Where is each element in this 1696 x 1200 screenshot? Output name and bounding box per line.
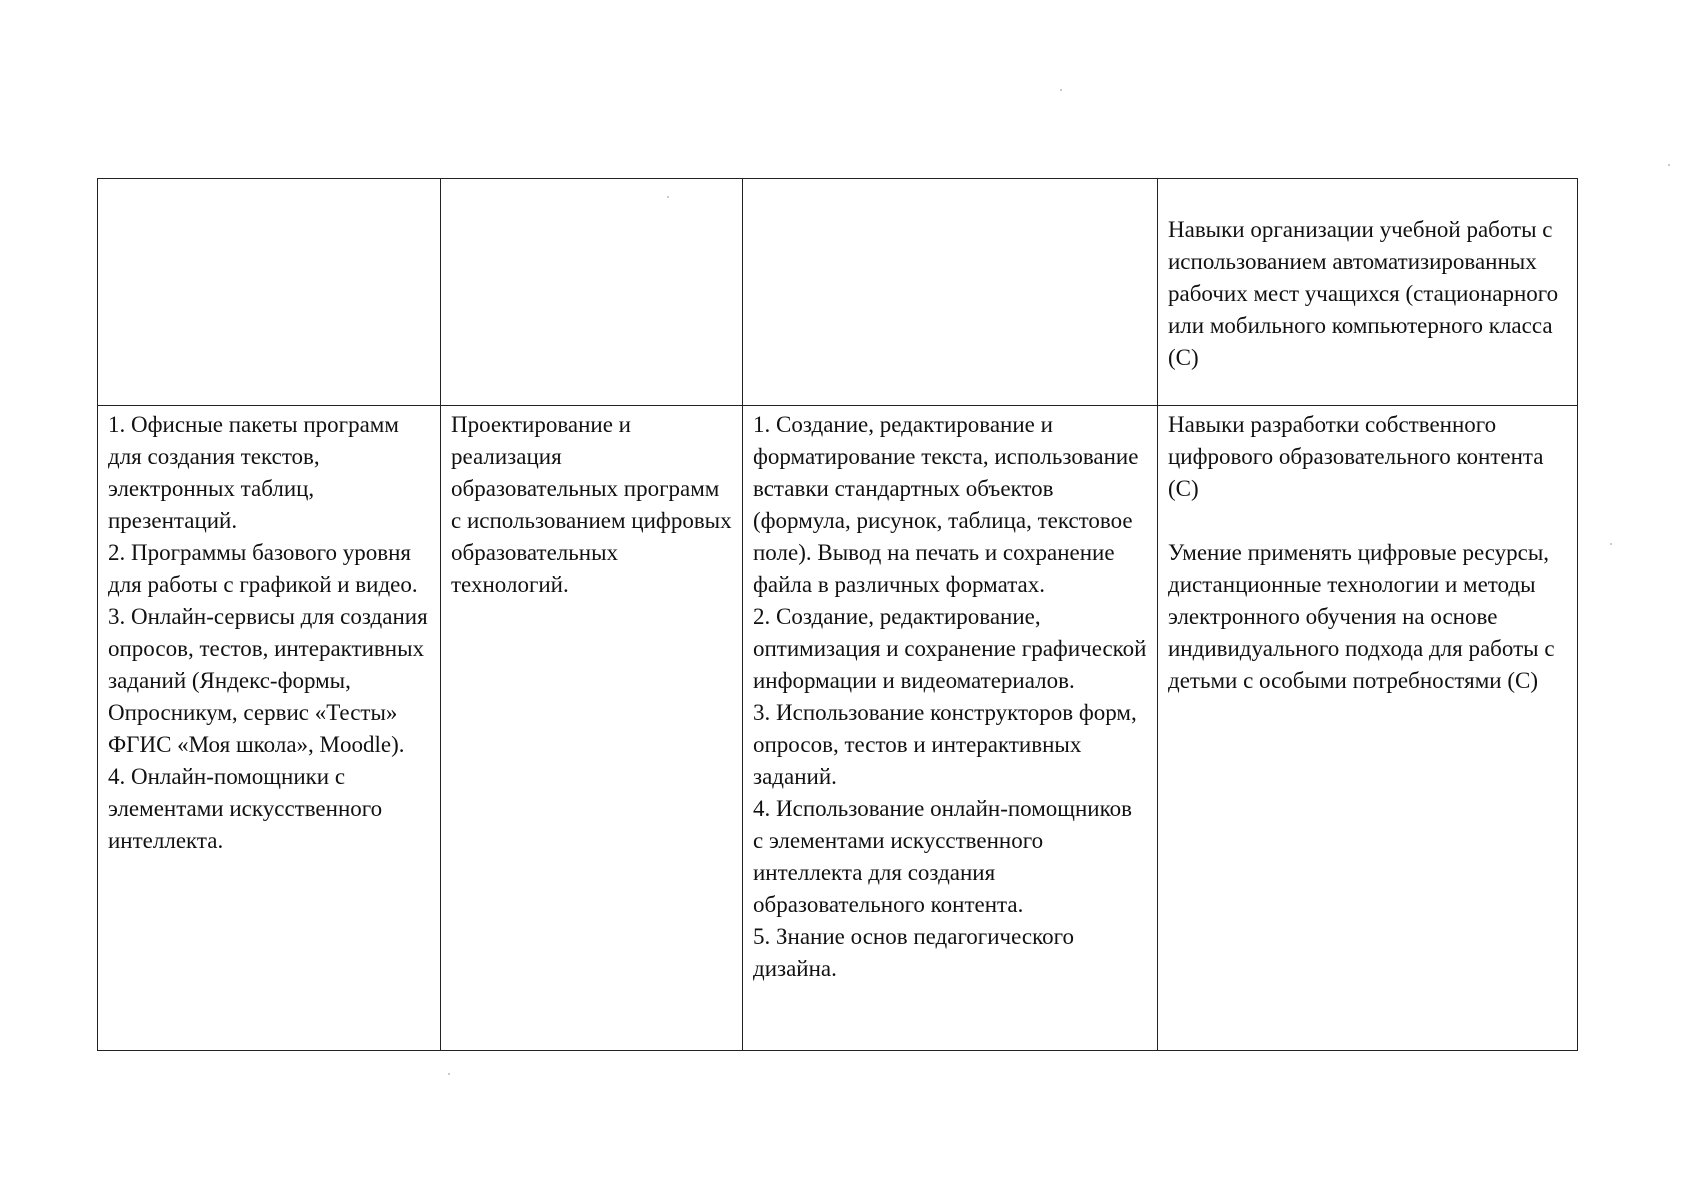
scan-speck xyxy=(667,196,669,198)
table-cell xyxy=(98,406,441,1051)
table-cell xyxy=(1158,179,1578,406)
cell-text: 1. Офисные пакеты программ для создания текстов, электронных таблиц, презентаций. 2. Программы базового уровня для работы с графикой и видео. 3. Онлайн-сервисы для создания опросов, тестов, интерактивных заданий (Яндекс-формы, Опросникум, сервис «Тесты» ФГИС «Моя школа», Moodle). 4. Онлайн-помощники с элементами искусственного интеллекта. xyxy=(108,412,428,853)
cell-text: Проектирование и реализация образовательных программ с использованием цифровых образовательных технологий. xyxy=(451,412,732,597)
table-cell xyxy=(1158,406,1578,1051)
table-row xyxy=(98,179,1578,406)
cell-text: Навыки организации учебной работы с использованием автоматизированных рабочих мест учащихся (стационарного или мобильного компьютерного класса (С) xyxy=(1168,217,1559,370)
table-row xyxy=(98,406,1578,1051)
scan-speck xyxy=(1668,164,1670,166)
table-cell xyxy=(743,406,1158,1051)
table-cell xyxy=(441,406,743,1051)
scan-speck xyxy=(1060,89,1062,91)
scan-speck xyxy=(1610,543,1612,545)
cell-text: Навыки разработки собственного цифрового образовательного контента (С) Умение применять цифровые ресурсы, дистанционные технологии и методы электронного обучения на основе индивидуального подхода для работы с детьми с особыми потребностями (С) xyxy=(1168,412,1555,693)
document-table xyxy=(97,178,1578,1051)
scan-speck xyxy=(448,1073,450,1075)
table-cell xyxy=(441,179,743,406)
table-cell xyxy=(743,179,1158,406)
table-cell xyxy=(98,179,441,406)
cell-text: 1. Создание, редактирование и форматирование текста, использование вставки стандартных объектов (формула, рисунок, таблица, текстовое поле). Вывод на печать и сохранение файла в различных форматах. 2. Создание, редактирование, оптимизация и сохранение графической информации и видеоматериалов. 3. Использование конструкторов форм, опросов, тестов и интерактивных заданий. 4. Использование онлайн-помощников с элементами искусственного интеллекта для создания образовательного контента. 5. Знание основ педагогического дизайна. xyxy=(753,412,1147,981)
